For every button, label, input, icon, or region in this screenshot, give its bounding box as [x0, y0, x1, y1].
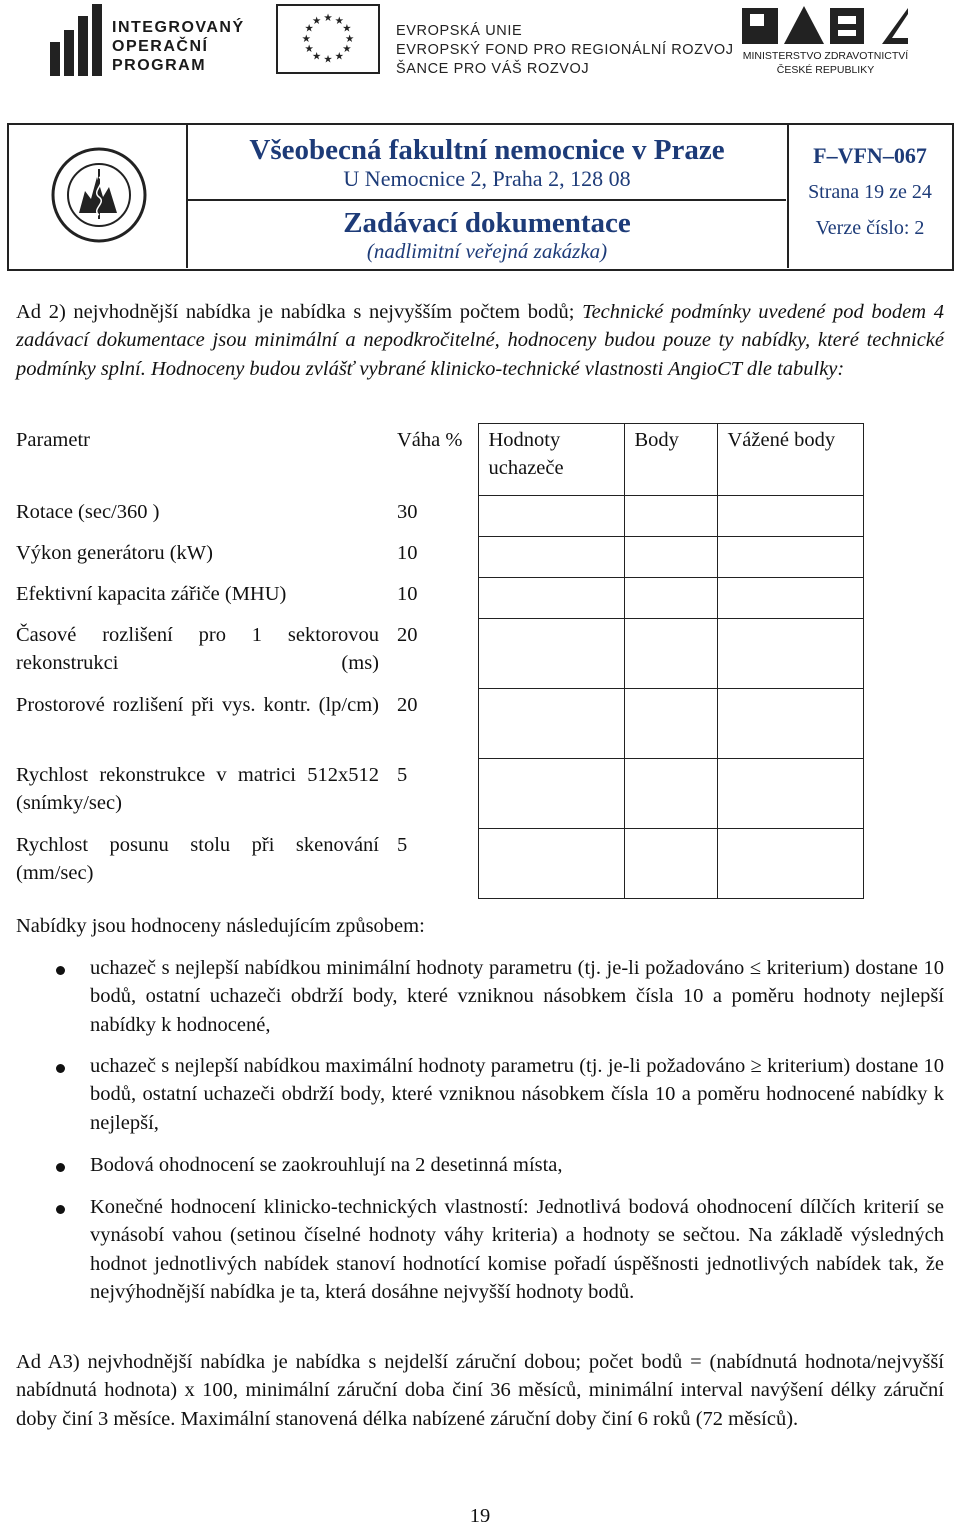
svg-text:★: ★ — [334, 14, 344, 27]
svg-text:★: ★ — [345, 32, 355, 45]
weighted-points-cell[interactable] — [717, 619, 863, 689]
iop-logo — [50, 4, 250, 78]
row-param: Rotace (sec/360 ) — [16, 500, 160, 523]
intro-text: Ad 2) nejvhodnější nabídka je nabídka s nejvyšším počtem bodů; — [16, 301, 583, 323]
table-row — [8, 496, 863, 537]
eu-flag-icon — [276, 4, 380, 74]
applicant-value-cell[interactable] — [478, 619, 624, 689]
eu-line-3: ŠANCE PRO VÁŠ ROZVOJ — [396, 61, 590, 77]
th-weighted-points: Vážené body — [717, 424, 863, 496]
ministry-line-1: MINISTERSTVO ZDRAVOTNICTVÍ — [742, 50, 909, 62]
header-meta — [789, 125, 951, 268]
eu-line-2: EVROPSKÝ FOND PRO REGIONÁLNÍ ROZVOJ — [396, 42, 734, 58]
bullet-item-final: Konečné hodnocení klinicko-technických vlastností: Jednotlivá bodová ohodnocení dílčích kriterií se vynásobí vahou (setinou číselné hodnoty váhy kriteria) a hodnoty se sečtou. Na základě výsledných hodnot jednotlivých nabídek stanoví hodnotící komise pořadí úspěšnosti jednotlivých nabídek tak, že nejvýhodnější nabídka je ta, která dosáhne nejvyšší hodnoty bodů. — [90, 1196, 944, 1303]
weighted-points-cell[interactable] — [717, 829, 863, 899]
iop-line-1: INTEGROVANÝ — [112, 19, 245, 36]
ministry-logo — [738, 2, 913, 78]
table-row — [8, 829, 863, 899]
points-cell[interactable] — [624, 537, 717, 578]
weighted-points-cell[interactable] — [717, 578, 863, 619]
table-row — [8, 689, 863, 759]
row-weight: 5 — [397, 833, 408, 856]
svg-text:★: ★ — [323, 12, 333, 25]
row-param: Efektivní kapacita zářiče (MHU) — [16, 582, 287, 605]
weighted-points-cell[interactable] — [717, 759, 863, 829]
points-cell[interactable] — [624, 578, 717, 619]
doc-title: Zadávací dokumentace — [343, 207, 631, 239]
points-cell[interactable] — [624, 759, 717, 829]
intro-paragraph — [16, 298, 944, 383]
applicant-value-cell[interactable] — [478, 578, 624, 619]
points-cell[interactable] — [624, 829, 717, 899]
logo-strip — [0, 0, 960, 80]
bullet-icon — [56, 1163, 65, 1172]
iop-line-3: PROGRAM — [112, 57, 207, 74]
intro-italic-text: Technické podmínky uvedené pod bodem 4 zadávací dokumentace jsou minimální a nepodkročitelné, hodnoceny budou pouze ty nabídky, které technické podmínky splní. Hodnoceny budou zvlášť vybrané klinicko-technické vlastnosti AngioCT dle tabulky: — [16, 301, 944, 380]
svg-text:★: ★ — [301, 32, 311, 45]
row-param: Rychlost rekonstrukce v matrici 512x512 (snímky/sec) — [16, 763, 379, 814]
eu-line-1: EVROPSKÁ UNIE — [396, 23, 523, 39]
th-parameter: Parametr — [16, 428, 90, 451]
weighted-points-cell[interactable] — [717, 689, 863, 759]
iop-bars-icon — [50, 4, 104, 76]
table-row — [8, 578, 863, 619]
svg-text:★: ★ — [304, 43, 314, 56]
th-points: Body — [624, 424, 717, 496]
weighted-points-cell[interactable] — [717, 537, 863, 578]
row-weight: 20 — [397, 693, 418, 716]
bullet-item-max: uchazeč s nejlepší nabídkou maximální hodnoty parametru (tj. je-li požadováno ≥ kriterium) dostane 10 bodů, ostatní uchazeči obdrží body, které vzniknou násobkem čísla 10 a poměru hodnocené nabídky k nejlepší, — [90, 1055, 944, 1134]
bullet-item-min: uchazeč s nejlepší nabídkou minimální hodnoty parametru (tj. je-li požadováno ≤ kriterium) dostane 10 bodů, ostatní uchazeči obdrží body, které vzniknou násobkem čísla 10 a poměru hodnoty nejlepší nabídky k hodnocené, — [90, 957, 944, 1036]
row-param: Výkon generátoru (kW) — [16, 541, 213, 564]
svg-text:★: ★ — [342, 22, 352, 35]
weighted-points-cell[interactable] — [717, 496, 863, 537]
row-weight: 10 — [397, 582, 418, 605]
svg-text:★: ★ — [312, 14, 322, 27]
applicant-value-cell[interactable] — [478, 759, 624, 829]
seal-cell — [9, 125, 188, 268]
points-cell[interactable] — [624, 689, 717, 759]
row-weight: 30 — [397, 500, 418, 523]
table-header-row — [8, 424, 863, 496]
hospital-name: Všeobecná fakultní nemocnice v Praze — [249, 134, 725, 166]
hospital-address: U Nemocnice 2, Praha 2, 128 08 — [343, 166, 631, 191]
method-intro: Nabídky jsou hodnoceny následujícím způsobem: — [16, 915, 425, 937]
table-row — [8, 537, 863, 578]
table-row — [8, 619, 863, 689]
bullet-icon — [56, 966, 65, 975]
ad-a3-paragraph: Ad A3) nejvhodnější nabídka je nabídka s nejdelší záruční dobou; počet bodů = (nabídnutá hodnota/nejvyšší nabídnutá hodnota) x 100, minimální záruční doba činí 36 měsíců, minimální interval navýšení délky záruční doby činí 3 měsíce. Maximální stanovená délka nabízené záruční doby činí 6 roků (72 měsíců). — [16, 1351, 944, 1430]
ministry-mark-icon — [742, 2, 908, 46]
points-cell[interactable] — [624, 619, 717, 689]
document-header — [7, 123, 954, 271]
page-number: 19 — [469, 1505, 491, 1527]
form-code: F–VFN–067 — [813, 143, 927, 168]
applicant-value-cell[interactable] — [478, 689, 624, 759]
header-doc-block — [188, 201, 786, 268]
row-weight: 5 — [397, 763, 408, 786]
iop-line-2: OPERAČNÍ — [112, 38, 209, 55]
table-row — [8, 759, 863, 829]
svg-text:★: ★ — [312, 50, 322, 63]
row-param: Časové rozlišení pro 1 sektorovou rekonstrukci (ms) — [16, 623, 379, 674]
header-center — [188, 125, 789, 268]
applicant-value-cell[interactable] — [478, 829, 624, 899]
th-applicant-values: Hodnoty uchazeče — [478, 424, 624, 496]
row-param: Prostorové rozlišení při vys. kontr. (lp/cm) — [16, 693, 379, 716]
header-hospital-block — [188, 125, 786, 201]
points-cell[interactable] — [624, 496, 717, 537]
bullet-icon — [56, 1205, 65, 1214]
ministry-line-2: ČESKÉ REPUBLIKY — [776, 64, 875, 76]
svg-text:★: ★ — [304, 22, 314, 35]
row-weight: 20 — [397, 623, 418, 646]
svg-text:★: ★ — [342, 43, 352, 56]
page-indicator: Strana 19 ze 24 — [808, 181, 932, 203]
row-param: Rychlost posunu stolu při skenování (mm/sec) — [16, 833, 379, 884]
applicant-value-cell[interactable] — [478, 537, 624, 578]
row-weight: 10 — [397, 541, 418, 564]
th-weight: Váha % — [397, 428, 463, 451]
applicant-value-cell[interactable] — [478, 496, 624, 537]
criteria-table — [8, 423, 864, 899]
bullet-icon — [56, 1064, 65, 1073]
doc-subtitle: (nadlimitní veřejná zakázka) — [366, 239, 608, 263]
eu-logo — [276, 4, 734, 77]
svg-text:★: ★ — [334, 50, 344, 63]
svg-text:★: ★ — [323, 53, 333, 66]
bullet-item-rounding: Bodová ohodnocení se zaokrouhlují na 2 desetinná místa, — [90, 1154, 563, 1176]
hospital-seal-icon — [51, 147, 147, 243]
version-label: Verze číslo: 2 — [815, 217, 925, 239]
